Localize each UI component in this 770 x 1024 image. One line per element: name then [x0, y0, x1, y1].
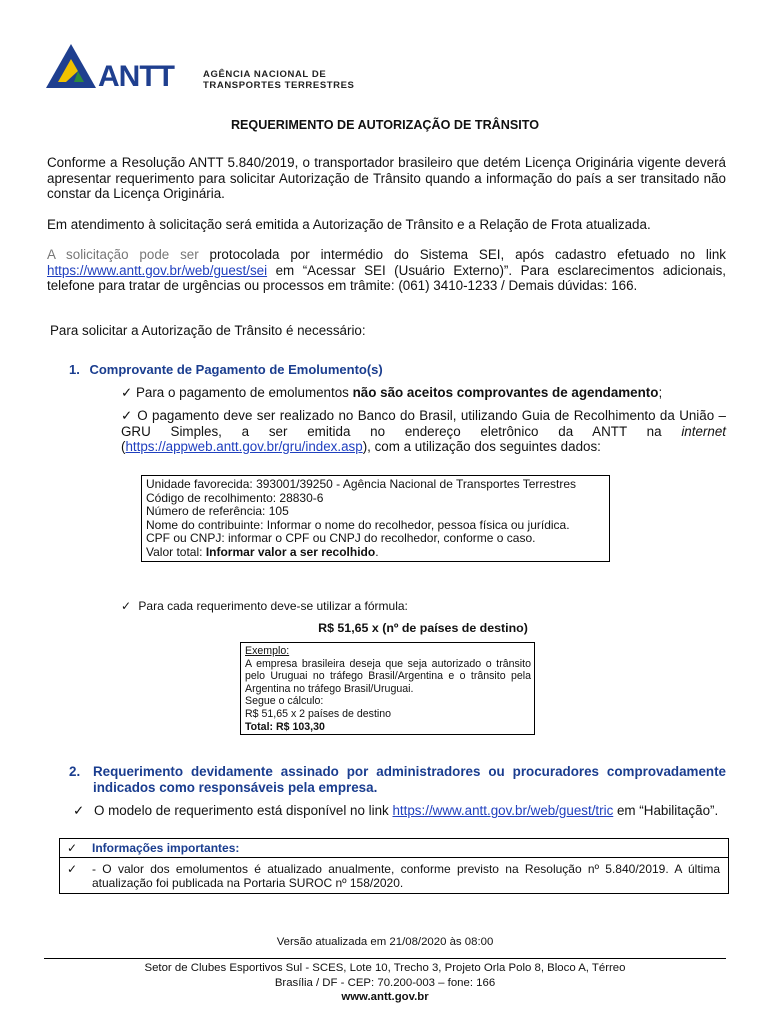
- example-text: A empresa brasileira deseja que seja autorizado o trânsito pelo Uruguai no tráfego Brasil/Argentina e o trânsito pela Argentina no tráfego Brasil/Uruguai.: [245, 657, 531, 695]
- sei-link[interactable]: https://www.antt.gov.br/web/guest/sei: [47, 262, 268, 278]
- info-box: [59, 838, 729, 894]
- example-calc: R$ 51,65 x 2 países de destino: [245, 707, 392, 720]
- svg-text:ANTT: ANTT: [98, 60, 174, 92]
- example-total: Total: R$ 103,30: [245, 720, 325, 733]
- example-title: Exemplo:: [245, 645, 290, 657]
- intro-p3-rest: em “Acessar SEI (Usuário Externo)”. Para esclarecimentos adicionais, telefone para tratar de urgências ou processos em trâmite: (061) 3410-1233 / Demais dúvidas: 166.: [47, 262, 726, 293]
- section1-title: Comprovante de Pagamento de Emolumento(s): [89, 362, 383, 377]
- footer-divider: [44, 958, 726, 959]
- check-icon: ✓: [66, 841, 78, 855]
- gru-line-6: Valor total: Informar valor a ser recolhido.: [146, 544, 379, 559]
- gru-line-4: Nome do contribuinte: Informar o nome do recolhedor, pessoa física ou jurídica.: [146, 517, 570, 532]
- agency-name: [203, 69, 355, 91]
- info-row-2: [60, 858, 728, 890]
- check-icon: ✓: [121, 599, 132, 613]
- check-icon: ✓: [73, 803, 85, 818]
- section2-title: Requerimento devidamente assinado por administradores ou procuradores comprovadamente indicados como responsáveis pela empresa.: [93, 764, 726, 795]
- section1-heading: [69, 362, 383, 377]
- gru-link[interactable]: https://appweb.antt.gov.br/gru/index.asp: [125, 439, 363, 454]
- info-text: - O valor dos emolumentos é atualizado anualmente, conforme previsto na Resolução nº 5.840/2019. A última atualização foi publicada na Portaria SUROC nº 158/2020.: [92, 862, 720, 890]
- intro-paragraph-3: [47, 247, 726, 294]
- section2-bullet-1: ✓ O modelo de requerimento está disponível no link https://www.antt.gov.br/web/guest/tric em “Habilitação”.: [73, 803, 719, 818]
- page-title: REQUERIMENTO DE AUTORIZAÇÃO DE TRÂNSITO: [230, 118, 540, 132]
- tric-link[interactable]: https://www.antt.gov.br/web/guest/tric: [392, 803, 614, 818]
- info-row-1: [60, 839, 728, 858]
- gru-line-3: Número de referência: 105: [146, 504, 289, 518]
- example-calc-label: Segue o cálculo:: [245, 695, 324, 708]
- section2-heading: [69, 764, 726, 795]
- example-box: [240, 642, 535, 735]
- footer-address: Setor de Clubes Esportivos Sul - SCES, Lote 10, Trecho 3, Projeto Orla Polo 8, Bloco A, Térreo: [144, 962, 626, 974]
- gru-data-box: [141, 475, 610, 562]
- check-icon: ✓: [121, 408, 133, 423]
- intro-paragraph-4: Para solicitar a Autorização de Trânsito é necessário:: [50, 323, 366, 338]
- gru-line-5: CPF ou CNPJ: informar o CPF ou CNPJ do recolhedor, conforme o caso.: [146, 531, 536, 545]
- agency-line1: AGÊNCIA NACIONAL DE: [203, 69, 327, 80]
- section1-bullet-3: ✓ Para cada requerimento deve-se utilizar a fórmula:: [121, 599, 408, 613]
- antt-logo-icon: [44, 40, 194, 92]
- section1-bullet-2: ✓ O pagamento deve ser realizado no Banco do Brasil, utilizando Guia de Recolhimento da União – GRU Simples, a ser emitida no endereço eletrônico da ANTT na internet (https://appweb.antt.gov.br/gru/index.asp), com a utilização dos seguintes dados:: [121, 408, 726, 454]
- section1-number: 1.: [69, 362, 80, 377]
- agency-line2: TRANSPORTES TERRESTRES: [203, 80, 355, 91]
- intro-p3-text: protocolada por intermédio do Sistema SEI, após cadastro efetuado no link: [198, 247, 726, 262]
- intro-paragraph-1: Conforme a Resolução ANTT 5.840/2019, o transportador brasileiro que detém Licença Originária vigente deverá apresentar requerimento para solicitar Autorização de Trânsito quando a informação do país a ser transitado não constar da Licença Originária.: [47, 155, 726, 201]
- info-heading: Informações importantes:: [92, 841, 240, 855]
- intro-paragraph-2: Em atendimento à solicitação será emitida a Autorização de Trânsito e a Relação de Frota atualizada.: [47, 217, 651, 232]
- check-icon: ✓: [66, 862, 78, 876]
- check-icon: ✓: [121, 385, 133, 400]
- footer-site[interactable]: www.antt.gov.br: [341, 991, 429, 1003]
- gru-line-1: Unidade favorecida: 393001/39250 - Agência Nacional de Transportes Terrestres: [146, 477, 577, 491]
- gru-line-2: Código de recolhimento: 28830-6: [146, 490, 324, 505]
- section1-bullet-1: ✓ Para o pagamento de emolumentos não são aceitos comprovantes de agendamento;: [121, 385, 663, 400]
- section2-number: 2.: [69, 764, 81, 779]
- version-note: Versão atualizada em 21/08/2020 às 08:00: [276, 936, 494, 948]
- intro-p3-gray: A solicitação pode ser: [47, 247, 199, 262]
- formula: R$ 51,65 x (nº de países de destino): [318, 621, 528, 635]
- footer-city: Brasília / DF - CEP: 70.200-003 – fone: 166: [274, 977, 496, 989]
- antt-logo: [44, 40, 194, 92]
